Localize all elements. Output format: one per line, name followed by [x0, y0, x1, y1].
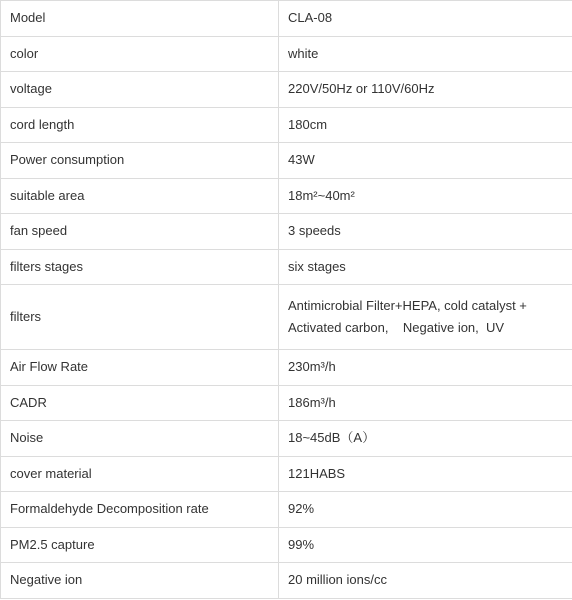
spec-value: 92% [279, 492, 572, 528]
spec-value: 180cm [279, 107, 572, 143]
spec-value: 18m²~40m² [279, 178, 572, 214]
table-row [1, 178, 572, 214]
spec-value: 121HABS [279, 456, 572, 492]
table-row [1, 72, 572, 108]
spec-value: 3 speeds [279, 214, 572, 250]
spec-value: 99% [279, 527, 572, 563]
spec-label: Formaldehyde Decomposition rate [1, 492, 279, 528]
table-row [1, 492, 572, 528]
table-row [1, 249, 572, 285]
spec-value: six stages [279, 249, 572, 285]
table-row [1, 285, 572, 350]
spec-value: 18~45dB（A） [279, 421, 572, 457]
table-row [1, 563, 572, 599]
spec-value: 230m³/h [279, 350, 572, 386]
spec-value: 20 million ions/cc [279, 563, 572, 599]
table-row [1, 214, 572, 250]
spec-label: voltage [1, 72, 279, 108]
spec-label: CADR [1, 385, 279, 421]
spec-label: PM2.5 capture [1, 527, 279, 563]
spec-label: filters stages [1, 249, 279, 285]
table-row [1, 1, 572, 37]
spec-value: 220V/50Hz or 110V/60Hz [279, 72, 572, 108]
table-row [1, 456, 572, 492]
spec-label: suitable area [1, 178, 279, 214]
spec-label: fan speed [1, 214, 279, 250]
spec-value: CLA-08 [279, 1, 572, 37]
table-row [1, 107, 572, 143]
spec-label: Model [1, 1, 279, 37]
spec-label: Negative ion [1, 563, 279, 599]
table-row [1, 350, 572, 386]
table-row [1, 36, 572, 72]
spec-label: cord length [1, 107, 279, 143]
spec-value: 186m³/h [279, 385, 572, 421]
spec-label: Air Flow Rate [1, 350, 279, 386]
spec-label: Noise [1, 421, 279, 457]
spec-value: 43W [279, 143, 572, 179]
spec-label: Power consumption [1, 143, 279, 179]
table-row [1, 143, 572, 179]
spec-value: white [279, 36, 572, 72]
spec-label: cover material [1, 456, 279, 492]
table-row [1, 527, 572, 563]
spec-label: filters [1, 285, 279, 350]
table-row [1, 421, 572, 457]
table-row [1, 385, 572, 421]
spec-label: color [1, 36, 279, 72]
spec-value: Antimicrobial Filter+HEPA, cold catalyst + Activated carbon, Negative ion, UV [279, 285, 572, 350]
